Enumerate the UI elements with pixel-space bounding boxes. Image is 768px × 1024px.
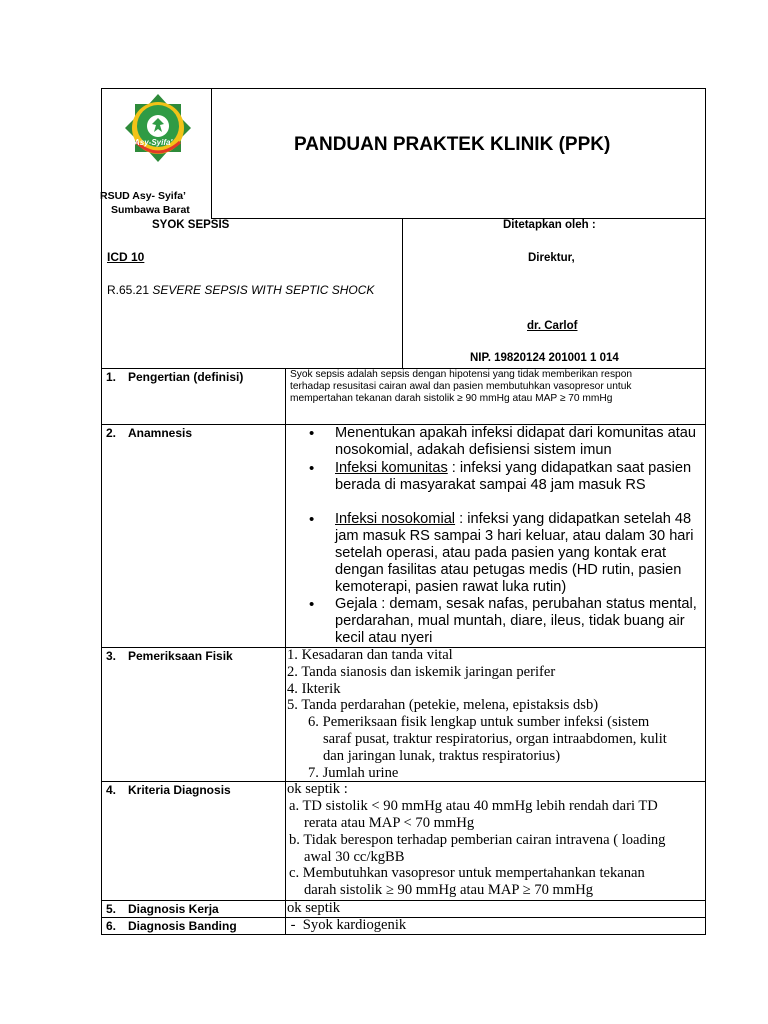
hospital-name-line1: RSUD Asy- Syifa’: [100, 190, 186, 202]
section-3-title: Pemeriksaan Fisik: [128, 649, 233, 663]
table-border-bottom: [101, 934, 706, 935]
section-6-title: Diagnosis Banding: [128, 919, 237, 933]
exam-item: 6. Pemeriksaan fisik lengkap untuk sumber infeksi (sistem: [308, 714, 650, 730]
row-divider-s3: [101, 781, 706, 782]
icd-code: R.65.21: [107, 283, 153, 297]
table-border-right: [705, 88, 706, 935]
definition-line: mempertahan tekanan darah sistolik ≥ 90 mmHg atau MAP ≥ 70 mmHg: [290, 393, 613, 404]
section-column-divider: [285, 368, 286, 935]
document-title: PANDUAN PRAKTEK KLINIK (PPK): [294, 134, 611, 155]
section-1-number: 1.: [106, 370, 117, 384]
icd-label: ICD 10: [107, 250, 145, 264]
section-1-title: Pengertian (definisi): [128, 370, 244, 384]
criteria-item-continued: rerata atau MAP < 70 mmHg: [304, 815, 475, 831]
section-4-number: 4.: [106, 783, 117, 797]
criteria-item-continued: awal 30 cc/kgBB: [304, 849, 405, 865]
anamnesis-item-symptoms: Gejala : demam, sesak nafas, perubahan status mental, perdarahan, mual muntah, diare, ileus, tidak buang air kecil atau nyeri: [335, 596, 697, 646]
criteria-heading: ok septik :: [287, 781, 348, 797]
row-divider-s4: [101, 900, 706, 901]
community-infection-definition: : infeksi yang didapatkan saat pasien berada di masyarakat sampai 48 jam masuk RS: [335, 460, 692, 493]
table-border-top: [101, 88, 706, 89]
set-by-label: Ditetapkan oleh :: [503, 219, 596, 231]
bullet-icon: •: [309, 425, 315, 442]
criteria-item-continued: darah sistolik ≥ 90 mmHg atau MAP ≥ 70 mmHg: [304, 882, 594, 898]
icd-code-line: [107, 283, 374, 297]
definition-line: terhadap resusitasi cairan awal dan pasien membutuhkan vasopresor untuk: [290, 381, 632, 392]
row-divider-header: [211, 218, 706, 219]
info-cell-divider: [402, 218, 403, 369]
logo-emblem-icon: [116, 92, 200, 168]
section-2-number: 2.: [106, 426, 117, 440]
working-diagnosis: ok septik: [287, 900, 341, 916]
hospital-logo: [116, 92, 200, 168]
logo-cell-divider: [211, 88, 212, 219]
criteria-item: b. Tidak berespon terhadap pemberian cairan intravena ( loading: [289, 832, 666, 848]
section-2-title: Anamnesis: [128, 426, 193, 440]
criteria-item: c. Membutuhkan vasopresor untuk mempertahankan tekanan: [289, 865, 645, 881]
exam-item: 1. Kesadaran dan tanda vital: [287, 647, 453, 663]
section-5-number: 5.: [106, 902, 117, 916]
logo-text: Asy-Syifa': [134, 138, 173, 147]
director-label: Direktur,: [528, 252, 575, 264]
exam-item: 5. Tanda perdarahan (petekie, melena, epistaksis dsb): [287, 697, 599, 713]
criteria-item: a. TD sistolik < 90 mmHg atau 40 mmHg lebih rendah dari TD: [289, 798, 658, 814]
section-4-title: Kriteria Diagnosis: [128, 783, 231, 797]
exam-item-continued: saraf pusat, traktur respiratorius, organ intraabdomen, kulit: [323, 731, 667, 747]
section-5-title: Diagnosis Kerja: [128, 902, 219, 916]
table-border-left: [101, 88, 102, 935]
section-3-number: 3.: [106, 649, 117, 663]
term-nosocomial-infection: Infeksi nosokomial: [335, 511, 456, 527]
doctor-name: dr. Carlof: [527, 320, 578, 332]
exam-item-continued: dan jaringan lunak, traktus respiratorius): [323, 748, 561, 764]
differential-diagnosis: - Syok kardiogenik: [287, 917, 407, 933]
bullet-icon: •: [309, 596, 315, 613]
exam-item: 7. Jumlah urine: [308, 765, 399, 781]
anamnesis-item-nosocomial: [335, 511, 697, 596]
anamnesis-item-community: [335, 460, 697, 494]
term-community-infection: Infeksi komunitas: [335, 460, 448, 476]
icd-description: SEVERE SEPSIS WITH SEPTIC SHOCK: [152, 283, 375, 297]
section-6-number: 6.: [106, 919, 117, 933]
nosocomial-infection-definition: : infeksi yang didapatkan setelah 48 jam masuk RS sampai 3 hari keluar, atau dalam 30 hari setelah operasi, atau pada pasien yang kontak erat dengan fasilitas atau petugas medis (HD rutin, pasien kemoterapi, pasien rawat luka rutin): [335, 511, 694, 595]
anamnesis-item-origin: Menentukan apakah infeksi didapat dari komunitas atau nosokomial, adakah defisiensi sistem imun: [335, 425, 697, 458]
topic-title: SYOK SEPSIS: [152, 219, 230, 231]
exam-item: 2. Tanda sianosis dan iskemik jaringan perifer: [287, 664, 556, 680]
exam-item: 4. Ikterik: [287, 681, 341, 697]
nip-number: NIP. 19820124 201001 1 014: [470, 352, 619, 364]
bullet-icon: •: [309, 460, 315, 477]
definition-text: [290, 369, 632, 405]
bullet-icon: •: [309, 511, 315, 528]
hospital-name-line2: Sumbawa Barat: [111, 204, 190, 216]
definition-line: Syok sepsis adalah sepsis dengan hipotensi yang tidak memberikan respon: [290, 369, 633, 380]
